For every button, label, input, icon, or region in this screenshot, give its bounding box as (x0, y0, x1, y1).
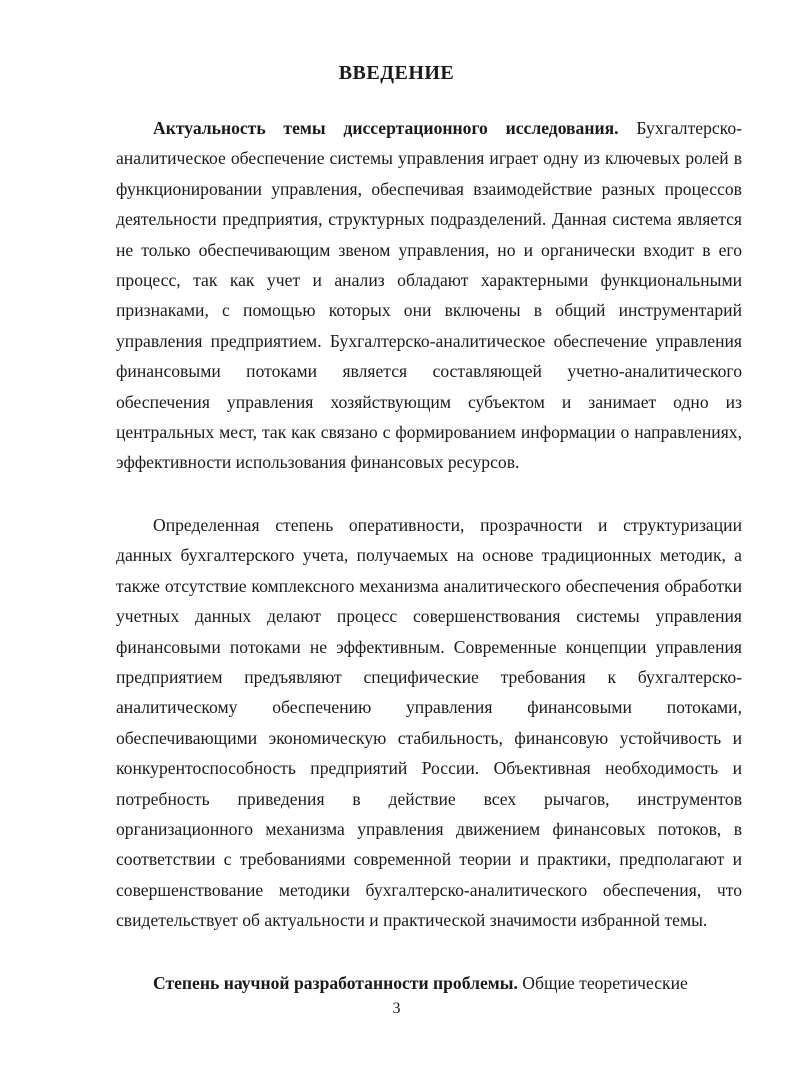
paragraph-text: Определенная степень оперативности, прозрачности и структуризации данных бухгалтерского учета, получаемых на основе традиционных методик, а также отсутствие комплексного механизма аналитического обеспечения обработки учетных данных делают процесс совершенствования системы управления финансовыми потоками не эффективным. Современные концепции управления предприятием предъявляют специфические требования к бухгалтерско-аналитическому обеспечению управления финансовыми потоками, обеспечивающими экономическую стабильность, финансовую устойчивость и конкурентоспособность предприятий России. Объективная необходимость и потребность приведения в действие всех рычагов, инструментов организационного механизма управления движением финансовых потоков, в соответствии с требованиями современной теории и практики, предполагают и совершенствование методики бухгалтерско-аналитического обеспечения, что свидетельствует об актуальности и практической значимости избранной темы. (116, 515, 742, 931)
page-number: 3 (392, 1000, 401, 1017)
paragraph-relevance (116, 113, 742, 478)
paragraph-text: Общие теоретические (522, 973, 688, 993)
paragraph-lead: Степень научной разработанности проблемы. (153, 973, 518, 993)
page-heading: ВВЕДЕНИЕ (338, 62, 455, 84)
paragraph-problem-context (116, 510, 742, 936)
paragraph-text: Бухгалтерско-аналитическое обеспечение системы управления играет одну из ключевых ролей в функционировании управления, обеспечивая взаимодействие разных процессов деятельности предприятия, структурных подразделений. Данная система является не только обеспечивающим звеном управления, но и органически входит в его процесс, так как учет и анализ обладают характерными функциональными признаками, с помощью которых они включены в общий инструментарий управления предприятием. Бухгалтерско-аналитическое обеспечение управления финансовыми потоками является составляющей учетно-аналитического обеспечения управления хозяйствующим субъектом и занимает одно из центральных мест, так как связано с формированием информации о направлениях, эффективности использования финансовых ресурсов. (116, 118, 742, 473)
paragraph-research-degree (116, 968, 742, 998)
paragraph-lead: Актуальность темы диссертационного исследования. (153, 118, 619, 138)
